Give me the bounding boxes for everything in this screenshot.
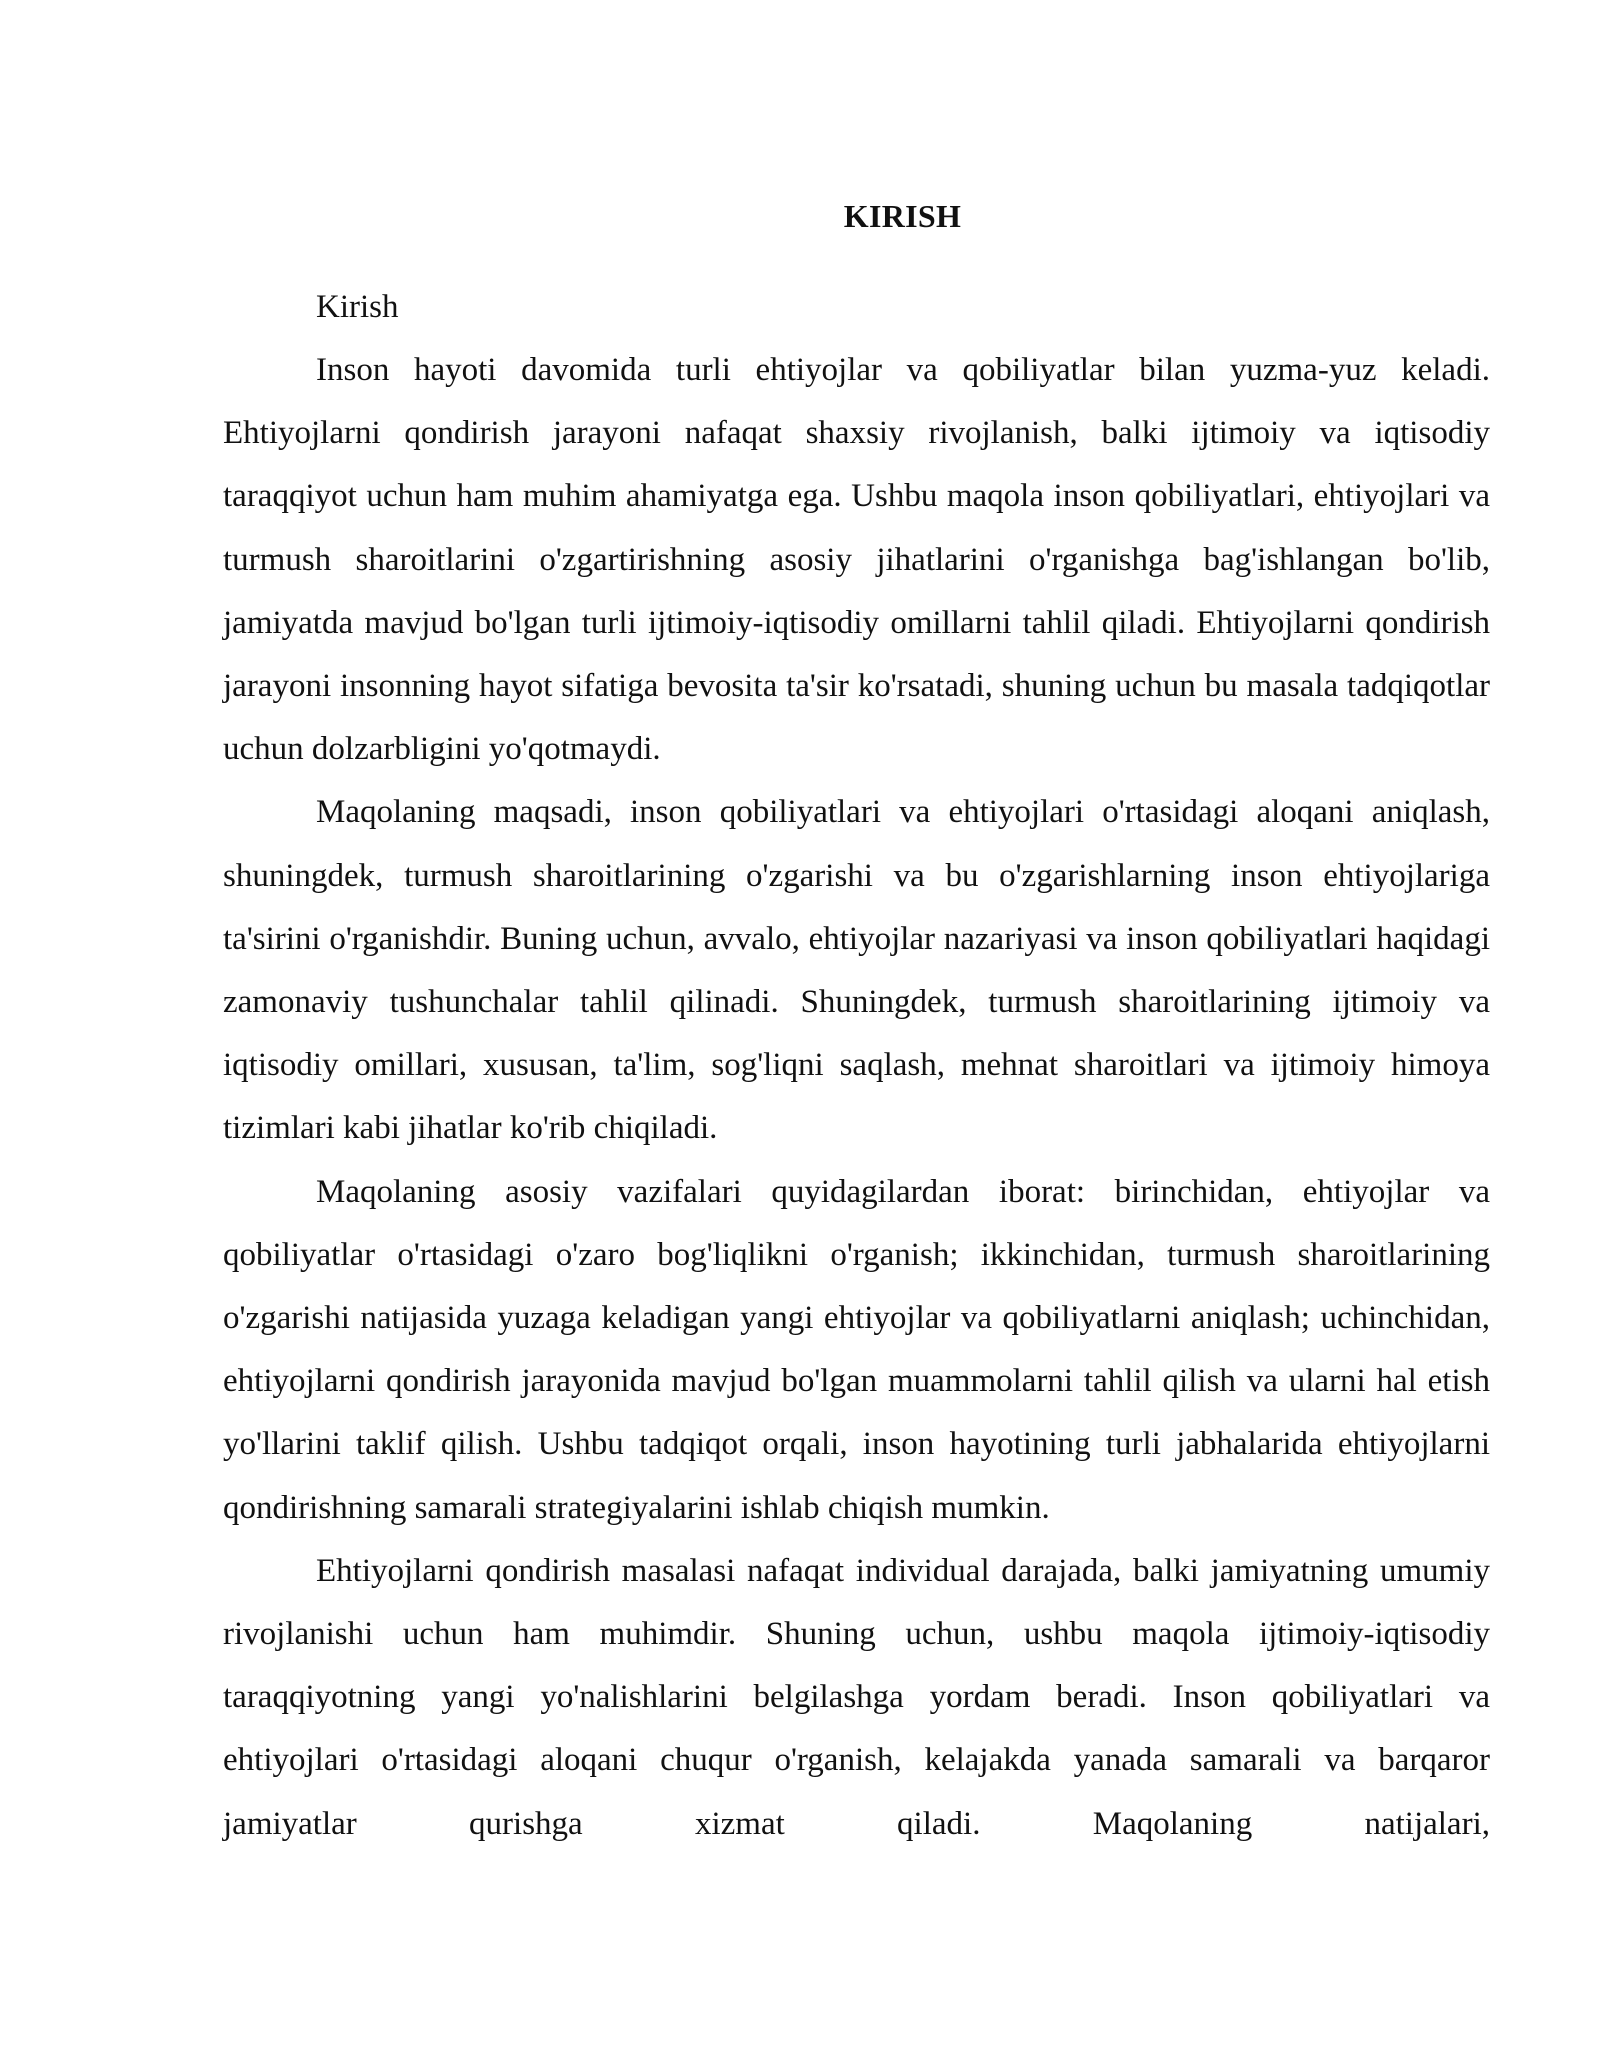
document-page xyxy=(223,196,1490,1856)
section-subtitle: Kirish xyxy=(316,289,399,325)
page-title: KIRISH xyxy=(843,198,962,234)
body-paragraph-1: Inson hayoti davomida turli ehtiyojlar va qobiliyatlar bilan yuzma-yuz keladi. Ehtiyojlarni qondirish jarayoni nafaqat shaxsiy rivojlanish, balki ijtimoiy va iqtisodiy taraqqiyot uchun ham muhim ahamiyatga ega. Ushbu maqola inson qobiliyatlari, ehtiyojlari va turmush sharoitlarini o'zgartirishning asosiy jihatlarini o'rganishga bag'ishlangan bo'lib, jamiyatda mavjud bo'lgan turli ijtimoiy-iqtisodiy omillarni tahlil qiladi. Ehtiyojlarni qondirish jarayoni insonning hayot sifatiga bevosita ta'sir ko'rsatadi, shuning uchun bu masala tadqiqotlar uchun dolzarbligini yo'qotmaydi. xyxy=(223,352,1490,768)
body-paragraph-3: Maqolaning asosiy vazifalari quyidagilardan iborat: birinchidan, ehtiyojlar va qobiliyatlar o'rtasidagi o'zaro bog'liqlikni o'rganish; ikkinchidan, turmush sharoitlarining o'zgarishi natijasida yuzaga keladigan yangi ehtiyojlar va qobiliyatlarni aniqlash; uchinchidan, ehtiyojlarni qondirish jarayonida mavjud bo'lgan muammolarni tahlil qilish va ularni hal etish yo'llarini taklif qilish. Ushbu tadqiqot orqali, inson hayotining turli jabhalarida ehtiyojlarni qondirishning samarali strategiyalarini ishlab chiqish mumkin. xyxy=(223,1173,1490,1526)
body-paragraph-2: Maqolaning maqsadi, inson qobiliyatlari va ehtiyojlari o'rtasidagi aloqani aniqlash, shuningdek, turmush sharoitlarining o'zgarishi va bu o'zgarishlarning inson ehtiyojlariga ta'sirini o'rganishdir. Buning uchun, avvalo, ehtiyojlar nazariyasi va inson qobiliyatlari haqidagi zamonaviy tushunchalar tahlil qilinadi. Shuningdek, turmush sharoitlarining ijtimoiy va iqtisodiy omillari, xususan, ta'lim, sog'liqni saqlash, mehnat sharoitlari va ijtimoiy himoya tizimlari kabi jihatlar ko'rib chiqiladi. xyxy=(223,794,1490,1147)
body-paragraph-4: Ehtiyojlarni qondirish masalasi nafaqat individual darajada, balki jamiyatning umumiy rivojlanishi uchun ham muhimdir. Shuning uchun, ushbu maqola ijtimoiy-iqtisodiy taraqqiyotning yangi yo'nalishlarini belgilashga yordam beradi. Inson qobiliyatlari va ehtiyojlari o'rtasidagi aloqani chuqur o'rganish, kelajakda yanada samarali va barqaror jamiyatlar qurishga xizmat qiladi. Maqolaning natijalari, xyxy=(223,1552,1490,1842)
